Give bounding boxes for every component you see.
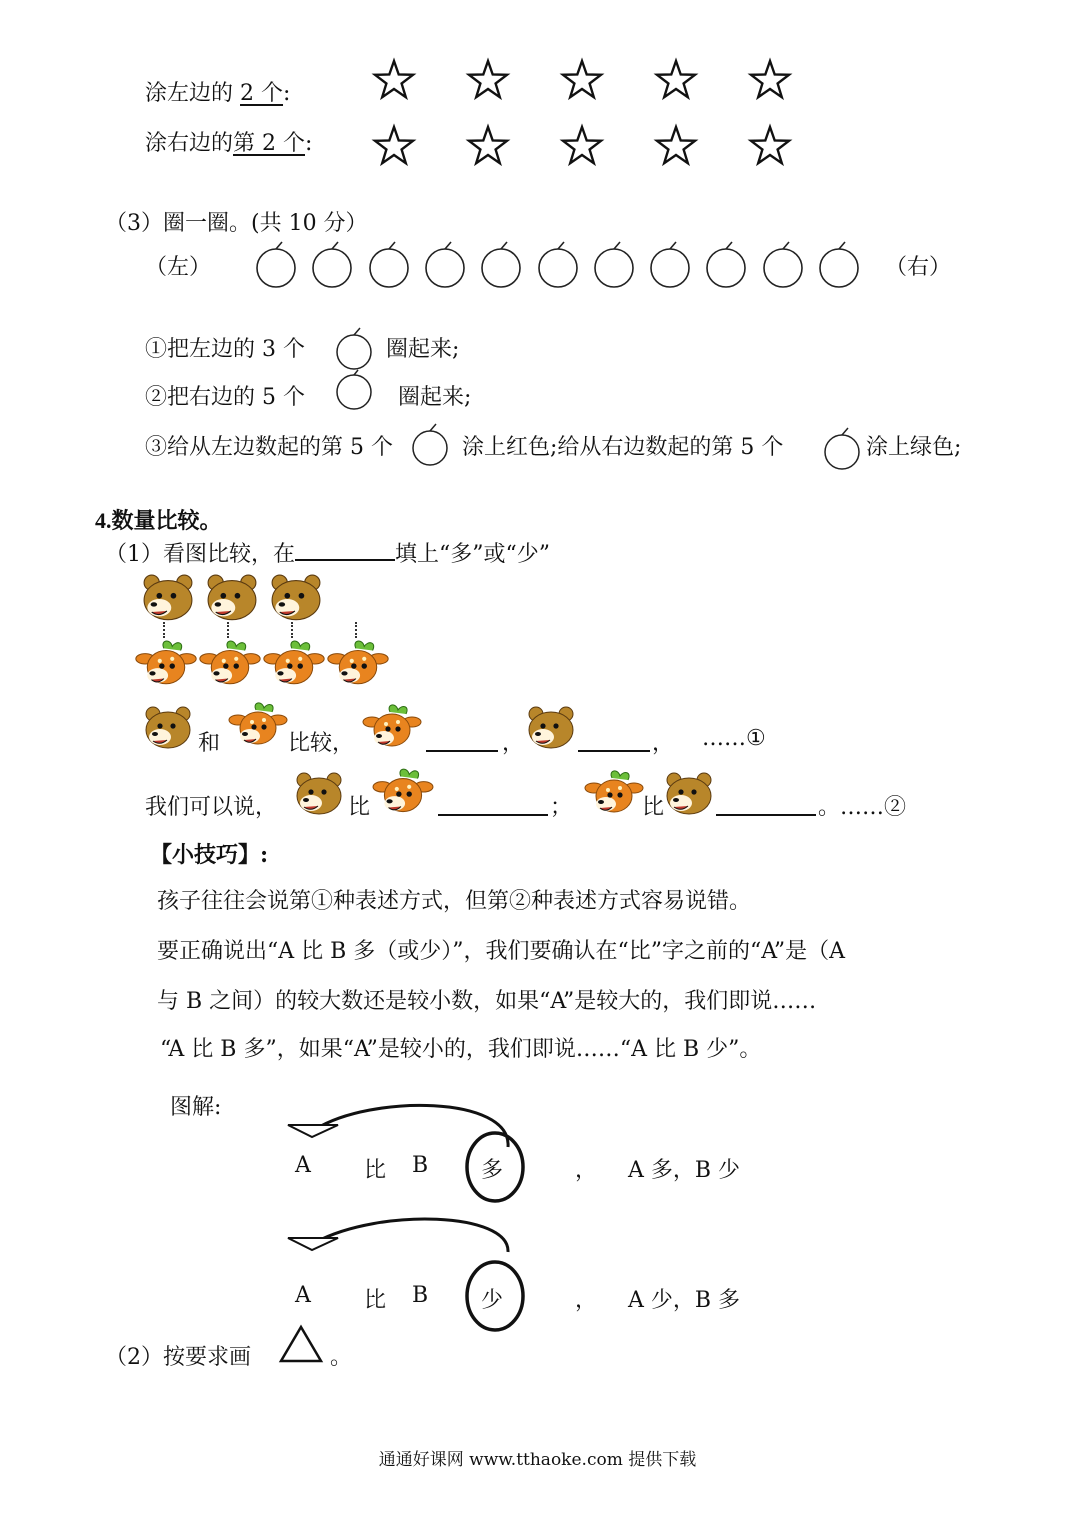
bear-icon: [664, 772, 714, 818]
diagram-2-bi: 比: [364, 1288, 387, 1313]
blank-line[interactable]: [716, 794, 816, 816]
blank-line[interactable]: [578, 730, 650, 752]
label-text: 涂左边的: [145, 81, 234, 106]
star-icon[interactable]: [466, 124, 510, 168]
left-label: （左）: [145, 255, 212, 280]
bear-icon: [294, 772, 344, 818]
comma: ，: [652, 731, 675, 756]
fruit-icon: [410, 422, 454, 470]
footer-text: 通通好课网 www.tthaoke.com 提供下载: [378, 1450, 697, 1470]
underlined-position: 第 2 个: [233, 131, 305, 156]
blank-line[interactable]: [438, 794, 548, 816]
fruit-icon[interactable]: [254, 240, 298, 288]
fruit-icon: [334, 326, 378, 374]
bear-icon: [268, 574, 324, 624]
section-3-heading: （3）圈一圈。(共 10 分）: [105, 211, 368, 236]
instruction-1-text: ①把左边的 3 个: [145, 337, 305, 362]
star-row2-label: [145, 126, 312, 157]
diagram-2-circled-word: 少: [481, 1288, 504, 1313]
diagram-2-comma: ，: [575, 1288, 598, 1313]
dotted-connector: [227, 622, 231, 638]
fruit-icon[interactable]: [479, 240, 523, 288]
instruction-3-part-b: 涂上红色;给从右边数起的第 5 个: [462, 435, 784, 460]
fruit-icon: [334, 370, 378, 418]
diagram-1-b: B: [412, 1153, 429, 1178]
star-icon[interactable]: [466, 58, 510, 102]
deer-icon: [228, 700, 288, 750]
star-icon[interactable]: [654, 58, 698, 102]
underlined-count: 2 个: [240, 81, 284, 106]
colon: :: [305, 131, 313, 156]
tip-title: 【小技巧】:: [150, 842, 269, 868]
blank-line[interactable]: [295, 539, 395, 561]
diagram-2-result: A 少，B 多: [628, 1288, 741, 1313]
right-label: （右）: [885, 255, 952, 280]
deer-icon: [198, 638, 262, 690]
semicolon: ；: [550, 795, 573, 820]
comma: ，: [502, 731, 525, 756]
instruction-3-part-c: 涂上绿色;: [866, 435, 962, 460]
diagram-2-a: A: [295, 1283, 311, 1308]
bear-icon: [526, 706, 576, 752]
deer-icon: [362, 702, 422, 752]
marker-1: ……①: [702, 726, 766, 751]
dotted-connector: [355, 622, 359, 638]
fruit-icon[interactable]: [423, 240, 467, 288]
star-icon[interactable]: [372, 58, 416, 102]
diagram-1-bi: 比: [364, 1158, 387, 1183]
tip-paragraph-4: “A 比 B 多”，如果“A”是较小的，我们即说……“A 比 B 少”。: [160, 1037, 762, 1062]
subquestion-1-suffix: 填上“多”或“少”: [395, 542, 550, 567]
instruction-2-suffix: 圈起来;: [398, 385, 472, 410]
instruction-1-suffix: 圈起来;: [386, 337, 460, 362]
star-icon[interactable]: [748, 124, 792, 168]
star-icon[interactable]: [748, 58, 792, 102]
star-icon[interactable]: [654, 124, 698, 168]
diagram-1-result: A 多，B 少: [628, 1158, 741, 1183]
fruit-icon: [822, 426, 866, 474]
diagram-label: 图解:: [170, 1095, 222, 1120]
deer-icon: [134, 638, 198, 690]
star-icon[interactable]: [560, 124, 604, 168]
compare-word: 比较，: [288, 731, 355, 756]
bi-word: 比: [642, 795, 665, 820]
fruit-icon[interactable]: [704, 240, 748, 288]
tip-paragraph-3: 与 B 之间）的较大数还是较小数，如果“A”是较大的，我们即说……: [157, 989, 817, 1014]
tip-paragraph-2: 要正确说出“A 比 B 多（或少）”，我们要确认在“比”字之前的“A”是（A: [157, 939, 846, 964]
diagram-2-arrow: [280, 1212, 540, 1342]
diagram-1-arrow: [280, 1085, 540, 1215]
bear-icon: [204, 574, 260, 624]
marker-2: 。……②: [818, 795, 907, 820]
instruction-2-text: ②把右边的 5 个: [145, 385, 305, 410]
period: 。: [330, 1345, 353, 1370]
diagram-1-circled-word: 多: [481, 1158, 504, 1183]
and-word: 和: [198, 731, 221, 756]
we-can-say: 我们可以说，: [145, 795, 278, 820]
bi-word: 比: [348, 795, 371, 820]
deer-icon: [584, 768, 644, 818]
colon: :: [283, 81, 291, 106]
instruction-3-part-a: ③给从左边数起的第 5 个: [145, 435, 393, 460]
star-icon[interactable]: [372, 124, 416, 168]
fruit-icon[interactable]: [592, 240, 636, 288]
section-4-heading: 4.数量比较。: [95, 508, 222, 533]
deer-icon: [262, 638, 326, 690]
fruit-icon[interactable]: [310, 240, 354, 288]
tip-paragraph-1: 孩子往往会说第①种表述方式，但第②种表述方式容易说错。: [157, 889, 752, 914]
star-row1-label: [145, 76, 290, 107]
deer-icon: [372, 766, 434, 818]
triangle-icon: [278, 1324, 324, 1364]
label-text: 涂右边的: [145, 131, 234, 156]
subquestion-2: （2）按要求画: [105, 1345, 251, 1370]
bear-icon: [143, 706, 193, 752]
subquestion-1-prefix: （1）看图比较，在: [105, 542, 295, 567]
fruit-icon[interactable]: [648, 240, 692, 288]
deer-icon: [326, 638, 390, 690]
fruit-icon[interactable]: [367, 240, 411, 288]
diagram-1-a: A: [295, 1153, 311, 1178]
dotted-connector: [291, 622, 295, 638]
fruit-icon[interactable]: [817, 240, 861, 288]
fruit-icon[interactable]: [536, 240, 580, 288]
bear-icon: [140, 574, 196, 624]
blank-line[interactable]: [426, 730, 498, 752]
subquestion-1: [105, 537, 550, 568]
dotted-connector: [163, 622, 167, 638]
star-icon[interactable]: [560, 58, 604, 102]
fruit-icon[interactable]: [761, 240, 805, 288]
diagram-1-comma: ，: [575, 1158, 598, 1183]
diagram-2-b: B: [412, 1283, 429, 1308]
